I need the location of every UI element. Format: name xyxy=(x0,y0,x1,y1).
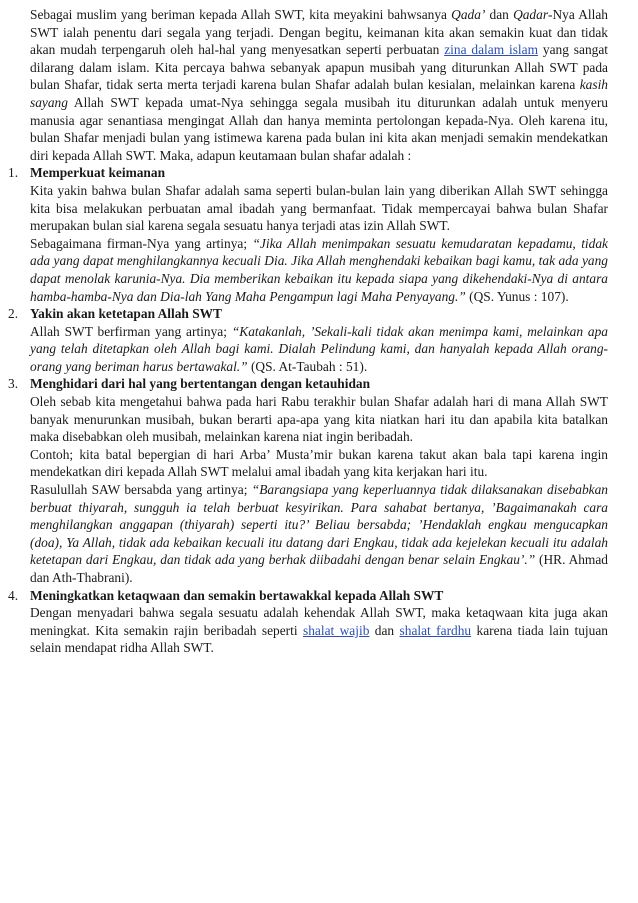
item-paragraph xyxy=(30,604,608,657)
list-number: 2. xyxy=(8,306,19,322)
item-paragraph xyxy=(30,481,608,587)
intro-text: Sebagai muslim yang beriman kepada Allah SWT, kita meyakini bahwsanya xyxy=(30,7,452,22)
list-item xyxy=(8,375,608,586)
intro-emphasis-kasih-sayang: kasih sayang xyxy=(30,77,608,110)
document-page xyxy=(8,6,609,657)
list-number: 1. xyxy=(8,165,19,181)
link-zina-dalam-islam[interactable]: zina dalam islam xyxy=(444,42,539,58)
paragraph-text: karena tiada lain tujuan selain mendapat ridha Allah SWT. xyxy=(30,622,608,656)
intro-text: yang sangat dilarang dalam islam. Kita percaya bahwa sebanyak apapun musibah yang diturunkan Allah SWT pada bulan Shafar, tidak serta merta terjadi karena bulan Shafar adalah bulan kesialan, melainkan karena xyxy=(30,42,609,93)
item-heading: Yakin akan ketetapan Allah SWT xyxy=(30,306,222,322)
paragraph-text: Allah SWT berfirman yang artinya; xyxy=(30,323,232,339)
list-number: 4. xyxy=(8,587,19,603)
intro-text: -Nya Allah SWT ialah penentu dari segala yang terjadi. Dengan begitu, keimanan kita akan semakin kuat dan tidak akan mudah terpengaruh oleh hal-hal yang menyesatkan seperti perbuatan xyxy=(30,7,608,58)
citation-text: (QS. Yunus : 107). xyxy=(465,288,569,304)
quote-text: “Jika Allah menimpakan sesuatu kemudaratan kepadamu, tidak ada yang dapat menghilangkannya kecuali Dia. Jika Allah menghendaki kebaikan bagi kamu, tak ada yang dapat menolak karunia-Nya. Dia memberikan kebaikan itu kepada siapa yang dikehendaki-Nya di antara hamba-hamba-Nya dan Dia-lah Yang Maha Pengampun lagi Maha Penyayang.” xyxy=(30,235,608,304)
item-paragraph xyxy=(30,235,608,305)
paragraph-text: Dengan menyadari bahwa segala sesuatu adalah kehendak Allah SWT, maka ketaqwaan kita juga akan meningkat. Kita semakin rajin beribadah seperti xyxy=(30,605,608,638)
link-shalat-wajib[interactable]: shalat wajib xyxy=(303,622,370,638)
item-paragraph: Contoh; kita batal bepergian di hari Arba’ Musta’mir bukan karena takut akan bala tapi karena ingin mendekatkan diri kepada Allah SWT melalui amal ibadah yang kita kerjakan hari itu. xyxy=(30,446,608,480)
item-paragraph xyxy=(30,323,608,376)
intro-text: dan xyxy=(485,7,514,22)
item-heading: Meningkatkan ketaqwaan dan semakin bertawakkal kepada Allah SWT xyxy=(30,587,444,603)
list-number: 3. xyxy=(8,376,19,392)
paragraph-text: dan xyxy=(369,622,400,638)
citation-text: (QS. At-Taubah : 51). xyxy=(247,358,368,374)
citation-text: (HR. Ahmad dan Ath-Thabrani). xyxy=(30,552,608,585)
list-item xyxy=(8,305,608,375)
intro-paragraph xyxy=(30,6,608,164)
list-item xyxy=(8,164,608,305)
item-heading: Memperkuat keimanan xyxy=(30,165,166,181)
item-paragraph: Oleh sebab kita mengetahui bahwa pada hari Rabu terakhir bulan Shafar adalah hari di mana Allah SWT banyak menurunkan musibah, bukan berarti apa-apa yang kita niatkan hari itu dan apabila kita batalkan maka disebabkan oleh musibah, melainkan karena niat ingin beribadah. xyxy=(30,394,608,445)
virtues-list xyxy=(8,164,608,657)
list-item xyxy=(8,587,608,657)
intro-emphasis-qada: Qada’ xyxy=(451,7,486,22)
paragraph-text: Rasulullah SAW bersabda yang artinya; xyxy=(30,482,252,498)
item-paragraph: Kita yakin bahwa bulan Shafar adalah sama seperti bulan-bulan lain yang diberikan Allah SWT sehingga kita bisa melakukan perbuatan amal ibadah yang bermanfaat. Tidak mempercayai bahwa bulan Shafar merupakan bulan sial karena segala sesuatu hanya terjadi atas izin Allah SWT. xyxy=(30,182,608,234)
quote-text: “Katakanlah, ’Sekali-kali tidak akan menimpa kami, melainkan apa yang telah ditetapkan oleh Allah bagi kami. Dialah Pelindung kami, dan hanyalah kepada Allah orang-orang yang beriman harus bertawakal.” xyxy=(30,323,608,374)
intro-text: Allah SWT kepada umat-Nya sehingga segala musibah itu diturunkan adalah untuk menyeru manusia agar senantiasa mengingat Allah dan hanya meminta pertolongan kepada-Nya. Oleh karena itu, bulan Shafar menjadi bulan yang istimewa karena pada bulan ini kita akan menjadi semakin mendekatkan diri kepada Allah SWT. Maka, adapun keutamaan bulan shafar adalah : xyxy=(30,94,608,163)
item-heading: Menghidari dari hal yang bertentangan dengan ketauhidan xyxy=(30,376,371,392)
link-shalat-fardhu[interactable]: shalat fardhu xyxy=(399,622,472,638)
paragraph-text: Sebagaimana firman-Nya yang artinya; xyxy=(30,235,253,251)
quote-text: “Barangsiapa yang keperluannya tidak dilaksanakan disebabkan berbuat thiyarah, sungguh ia telah berbuat kesyirikan. Para sahabat bertanya, ’Bagaimanakah cara menghilangkan anggapan (thiyarah) seperti itu?’ Beliau bersabda; ’Hendaklah engkau mengucapkan (doa), Ya Allah, tidak ada kebaikan kecuali itu datang dari Engkau, tidak ada kejelekan kecuali itu adalah ketetapan dari Engkau, dan tidak ada yang berhak diibadahi dengan benar selain Engkau’.” xyxy=(30,482,608,568)
intro-emphasis-qadar: Qadar xyxy=(513,7,549,22)
